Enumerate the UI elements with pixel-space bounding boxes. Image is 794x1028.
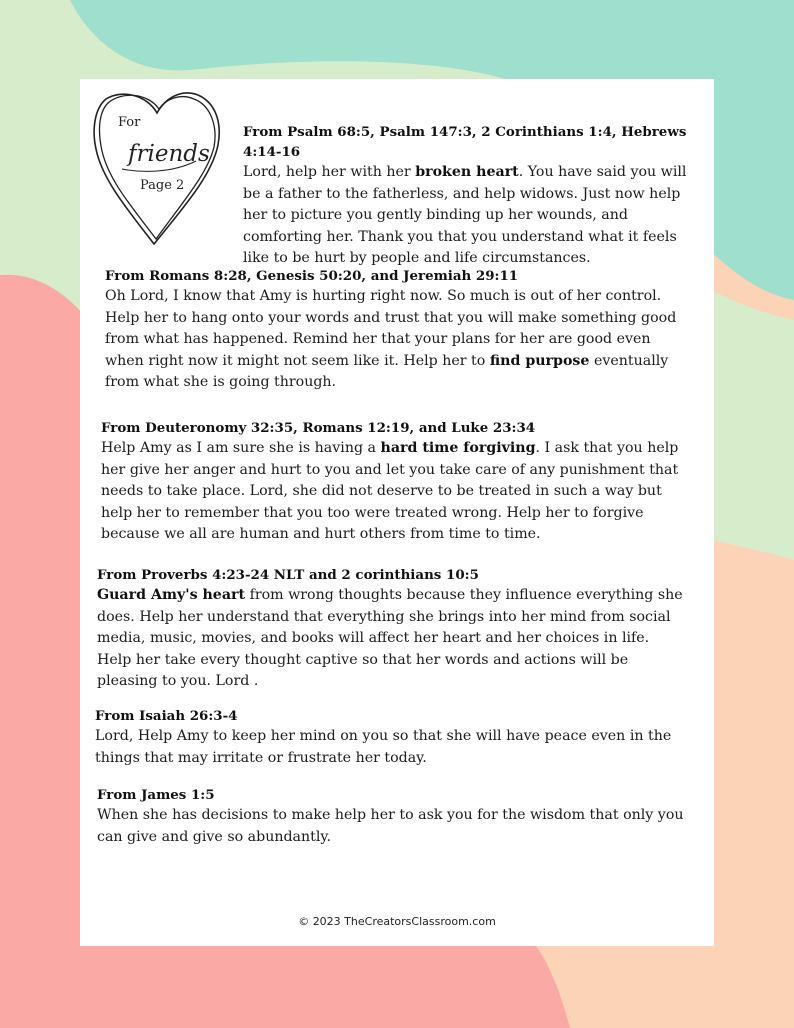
body-emphasis: hard time forgiving: [380, 440, 536, 456]
friends-heart-badge: [92, 89, 222, 251]
prayer-section-4: [97, 565, 685, 693]
body-emphasis: find purpose: [489, 352, 590, 369]
section-heading: From Proverbs 4:23-24 NLT and 2 corinthians 10:5: [97, 567, 479, 583]
body-emphasis: broken heart: [415, 164, 519, 180]
body-text: Lord, help her with her: [243, 164, 416, 180]
body-text: . You have said you will be a father to the fatherless, and help widows. Just now help her to picture you gently binding up her wounds, and comforting her. Thank you that you understand what it feels like to be hurt by people and life circumstances.: [243, 164, 687, 266]
section-heading: From Isaiah 26:3-4: [95, 708, 238, 724]
section-body: [95, 726, 685, 769]
body-emphasis: Guard Amy's heart: [97, 587, 246, 603]
body-text: from wrong thoughts because they influence everything she does. Help her understand that everything she brings into her mind from social media, music, movies, and books will affect her heart and her choices in life. Help her take every thought captive so that her words and actions will be pleasing to you. Lord .: [97, 587, 683, 689]
body-text: Oh Lord, I know that Amy is hurting right now. So much is out of her control. Help her to hang onto your words and trust that you will make something good from what has happened. Remind her that your plans for her are good even when right now it might not seem like it. Help her to: [105, 288, 677, 369]
body-text: . I ask that you help her give her anger and hurt to you and let you take care of any punishment that needs to take place. Lord, she did not deserve to be treated in such a way but help her to remember that you too were treated wrong. Help her to forgive because we all are human and hurt others from time to time.: [101, 440, 679, 542]
copyright-text: 2023 TheCreatorsClassroom.com: [312, 915, 496, 928]
body-text: Lord, Help Amy to keep her mind on you so that she will have peace even in the things that may irritate or frustrate her today.: [95, 728, 672, 766]
heart-for-label: For: [118, 115, 141, 130]
section-body: [97, 805, 685, 848]
section-body: [105, 286, 685, 394]
body-text: Help Amy as I am sure she is having a: [101, 440, 381, 456]
heart-page-label: Page 2: [140, 178, 185, 193]
section-body: [243, 162, 691, 270]
section-body: [101, 438, 685, 546]
copyright-footer: [80, 915, 714, 928]
heart-outline-icon: [94, 93, 219, 244]
section-heading: From James 1:5: [97, 787, 215, 803]
prayer-section-5: [95, 706, 685, 769]
prayer-section-1: [243, 122, 691, 270]
section-body: [97, 585, 685, 693]
section-heading: From Romans 8:28, Genesis 50:20, and Jeremiah 29:11: [105, 268, 519, 284]
prayer-section-6: [97, 785, 685, 848]
prayer-section-3: [101, 418, 685, 546]
prayer-section-2: [105, 266, 685, 394]
copyright-icon: ©: [298, 915, 310, 928]
section-heading: From Psalm 68:5, Psalm 147:3, 2 Corinthians 1:4, Hebrews 4:14-16: [243, 124, 687, 160]
body-text: eventually from what she is going through.: [105, 352, 669, 390]
section-heading: From Deuteronomy 32:35, Romans 12:19, and Luke 23:34: [101, 420, 536, 436]
heart-outline-inner-icon: [100, 95, 216, 239]
body-text: When she has decisions to make help her to ask you for the wisdom that only you can give and give so abundantly.: [97, 807, 684, 845]
heart-friends-script: friends: [128, 141, 210, 167]
